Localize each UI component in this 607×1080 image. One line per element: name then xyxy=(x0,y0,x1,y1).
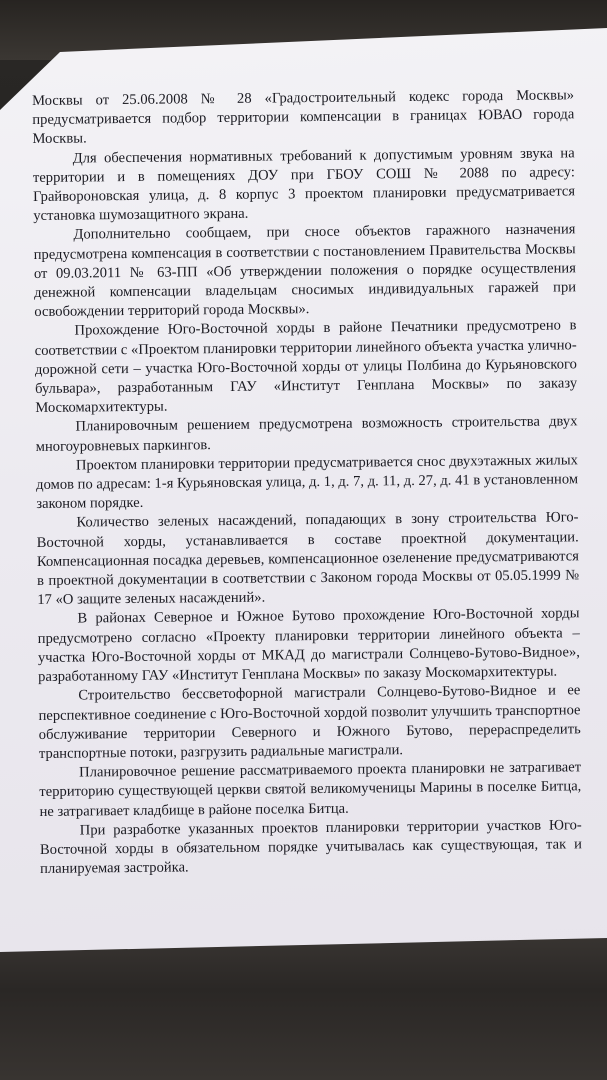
table-surface xyxy=(0,930,607,1080)
paragraph-5: Планировочным решением предусмотрена возможность строительства двух многоуровневых паркингов. xyxy=(35,413,578,455)
paragraph-2: Для обеспечения нормативных требований к допустимым уровням звука на территории и в помещениях ДОУ при ГБОУ СОШ № 2088 по адресу: Грайвороновская улица, д. 8 корпус 3 проектом планировки предусматривается установка шумозащитного экрана. xyxy=(32,144,576,225)
paragraph-4: Прохождение Юго-Восточной хорды в районе Печатники предусмотрено в соответствии с «Проектом планировки территории линейного объекта участка улично-дорожной сети – участка Юго-Восточной хорды от улицы Полбина до Курьяновского бульвара», разработанным ГАУ «Институт Генплана Москвы» по заказу Москомархитектуры. xyxy=(34,317,578,417)
paragraph-7: Количество зеленых насаждений, попадающих в зону строительства Юго-Восточной хорды, устанавливается в составе проектной документации. Компенсационная посадка деревьев, компенсационное озеленение предусматриваются в проектной документации в соответствии с Законом города Москвы от 05.05.1999 № 17 «О защите зеленых насаждений». xyxy=(36,509,580,609)
paragraph-9: Строительство бессветофорной магистрали Солнцево-Бутово-Видное и ее перспективное соединение с Юго-Восточной хордой позволит улучшить транспортное обслуживание территории Северного и Южного Бутово, перераспределить транспортные потоки, разгрузить радиальные магистрали. xyxy=(38,682,581,762)
paragraph-10: Планировочное решение рассматриваемого проекта планировки не затрагивает территорию существующей церкви святой великомученицы Марины в поселке Битца, не затрагивает кладбище в районе поселка Битца. xyxy=(39,759,582,820)
document-body xyxy=(32,86,582,879)
paragraph-6: Проектом планировки территории предусматривается снос двухэтажных жилых домов по адресам: 1-я Курьяновская улица, д. 1, д. 7, д. 11, д. 27, д. 41 в установленном законом порядке. xyxy=(36,452,579,513)
paragraph-3: Дополнительно сообщаем, при сносе объектов гаражного назначения предусмотрена компенсация в соответствии с постановлением Правительства Москвы от 09.03.2011 № 63-ПП «Об утверждении положения о порядке осуществления денежной компенсации владельцам сносимых индивидуальных гаражей при освобождении территорий города Москвы». xyxy=(33,221,577,321)
paragraph-1: Москвы от 25.06.2008 № 28 «Градостроительный кодекс города Москвы» предусматривается подбор территории компенсации в границах ЮВАО города Москвы. xyxy=(32,87,575,148)
paragraph-11: При разработке указанных проектов планировки территории участков Юго-Восточной хорды в обязательном порядке учитывалась как существующая, так и планируемая застройка. xyxy=(39,817,582,878)
paragraph-8: В районах Северное и Южное Бутово прохождение Юго-Восточной хорды предусмотрено согласно «Проекту планировки территории линейного объекта – участка Юго-Восточной хорды от МКАД до магистрали Солнцево-Бутово-Видное», разработанному ГАУ «Институт Генплана Москвы» по заказу Москомархитектуры. xyxy=(37,605,580,686)
